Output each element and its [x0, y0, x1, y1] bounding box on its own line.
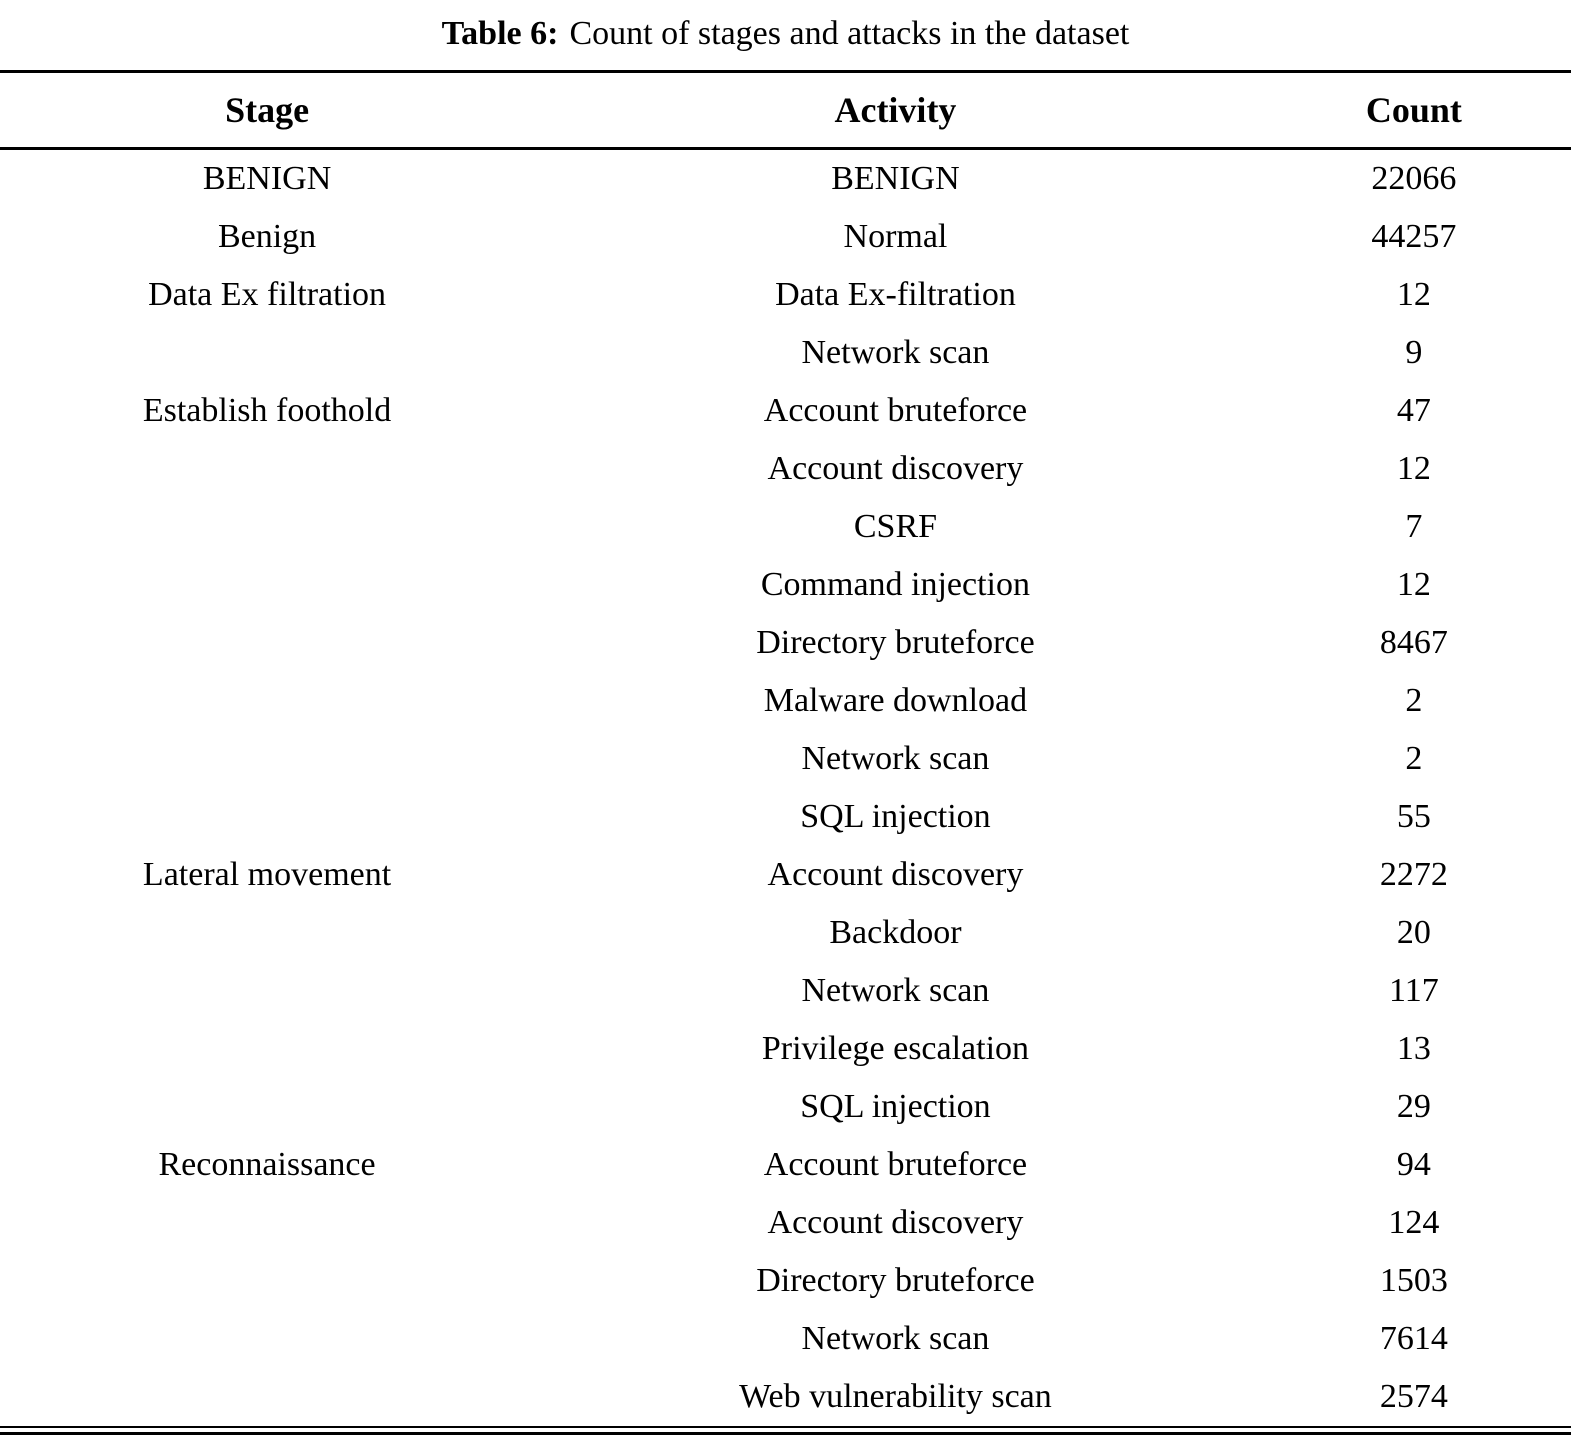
stage-cell: Benign	[217, 217, 317, 255]
table-header-row	[0, 71, 1571, 148]
activity-cell: Malware download	[763, 681, 1028, 719]
count-cell: 94	[1396, 1145, 1431, 1183]
stage-cell	[0, 962, 534, 1020]
stage-cell: Lateral movement	[142, 855, 392, 893]
activity-cell: SQL injection	[800, 797, 991, 835]
table-row	[0, 730, 1571, 788]
table-row	[0, 672, 1571, 730]
table-row	[0, 1368, 1571, 1426]
count-cell: 7614	[1379, 1319, 1448, 1357]
stage-cell	[0, 672, 534, 730]
table-row	[0, 324, 1571, 382]
stage-cell	[0, 440, 534, 498]
stage-cell: Establish foothold	[142, 391, 392, 429]
count-cell: 47	[1396, 391, 1431, 429]
stage-cell	[0, 1252, 534, 1310]
count-cell: 8467	[1379, 623, 1448, 661]
count-cell: 2272	[1379, 855, 1448, 893]
activity-cell: Account discovery	[767, 1203, 1024, 1241]
table-row	[0, 1078, 1571, 1136]
column-header-stage: Stage	[0, 71, 534, 148]
count-cell: 2574	[1379, 1377, 1448, 1415]
activity-cell: Web vulnerability scan	[739, 1377, 1052, 1415]
table-row	[0, 498, 1571, 556]
table-body	[0, 148, 1571, 1426]
stage-cell	[0, 614, 534, 672]
table-row	[0, 1194, 1571, 1252]
activity-cell: Privilege escalation	[761, 1029, 1030, 1067]
table-header	[0, 71, 1571, 148]
count-cell: 1503	[1379, 1261, 1448, 1299]
activity-cell: Normal	[843, 217, 948, 255]
activity-cell: Account bruteforce	[763, 391, 1028, 429]
count-cell: 12	[1396, 275, 1431, 313]
activity-cell: Directory bruteforce	[756, 1261, 1035, 1299]
activity-cell: Command injection	[760, 565, 1031, 603]
activity-cell: Account discovery	[767, 855, 1024, 893]
table-row	[0, 904, 1571, 962]
table-caption-label: Table 6:	[441, 15, 559, 52]
stage-cell: Reconnaissance	[158, 1145, 376, 1183]
stages-attacks-table	[0, 70, 1571, 1426]
stage-cell	[0, 556, 534, 614]
count-cell: 44257	[1371, 217, 1457, 255]
stage-cell	[0, 324, 534, 382]
stage-cell: BENIGN	[202, 159, 332, 197]
table-row	[0, 208, 1571, 266]
activity-cell: Backdoor	[829, 913, 962, 951]
table-row	[0, 266, 1571, 324]
table-row	[0, 962, 1571, 1020]
activity-cell: Directory bruteforce	[756, 623, 1035, 661]
activity-cell: Account discovery	[767, 449, 1024, 487]
stage-cell	[0, 1078, 534, 1136]
count-cell: 9	[1405, 333, 1423, 371]
activity-cell: Network scan	[801, 1319, 990, 1357]
table-caption-text: Count of stages and attacks in the dataset	[569, 15, 1130, 52]
table-row	[0, 440, 1571, 498]
stage-cell	[0, 1368, 534, 1426]
stage-cell	[0, 498, 534, 556]
count-cell: 2	[1405, 681, 1423, 719]
table-row	[0, 788, 1571, 846]
table-caption	[0, 0, 1571, 70]
count-cell: 117	[1389, 971, 1439, 1009]
activity-cell: Network scan	[801, 971, 990, 1009]
stage-cell	[0, 904, 534, 962]
table-row	[0, 382, 1571, 440]
count-cell: 29	[1396, 1087, 1431, 1125]
stage-cell	[0, 1310, 534, 1368]
count-cell: 12	[1396, 449, 1431, 487]
table-row	[0, 1252, 1571, 1310]
stage-cell: Data Ex filtration	[148, 275, 387, 313]
activity-cell: Data Ex-filtration	[775, 275, 1016, 313]
table-row	[0, 614, 1571, 672]
activity-cell: CSRF	[853, 507, 938, 545]
activity-cell: BENIGN	[831, 159, 960, 197]
stage-cell	[0, 1020, 534, 1078]
table-row	[0, 556, 1571, 614]
table-row	[0, 1310, 1571, 1368]
activity-cell: SQL injection	[800, 1087, 991, 1125]
stage-cell	[0, 1194, 534, 1252]
table-row	[0, 846, 1571, 904]
activity-cell: Network scan	[801, 333, 990, 371]
count-cell: 12	[1396, 565, 1431, 603]
count-cell: 7	[1405, 507, 1423, 545]
activity-cell: Account bruteforce	[763, 1145, 1028, 1183]
activity-cell: Network scan	[801, 739, 990, 777]
count-cell: 2	[1405, 739, 1423, 777]
column-header-count: Count	[1257, 71, 1571, 148]
table-row	[0, 1020, 1571, 1078]
table-row	[0, 1136, 1571, 1194]
stage-cell	[0, 788, 534, 846]
count-cell: 13	[1396, 1029, 1431, 1067]
stage-cell	[0, 730, 534, 788]
count-cell: 22066	[1371, 159, 1457, 197]
table-row	[0, 148, 1571, 208]
column-header-activity: Activity	[534, 71, 1257, 148]
count-cell: 20	[1396, 913, 1431, 951]
count-cell: 55	[1396, 797, 1431, 835]
count-cell: 124	[1388, 1203, 1440, 1241]
table-bottom-rule	[0, 1426, 1571, 1435]
